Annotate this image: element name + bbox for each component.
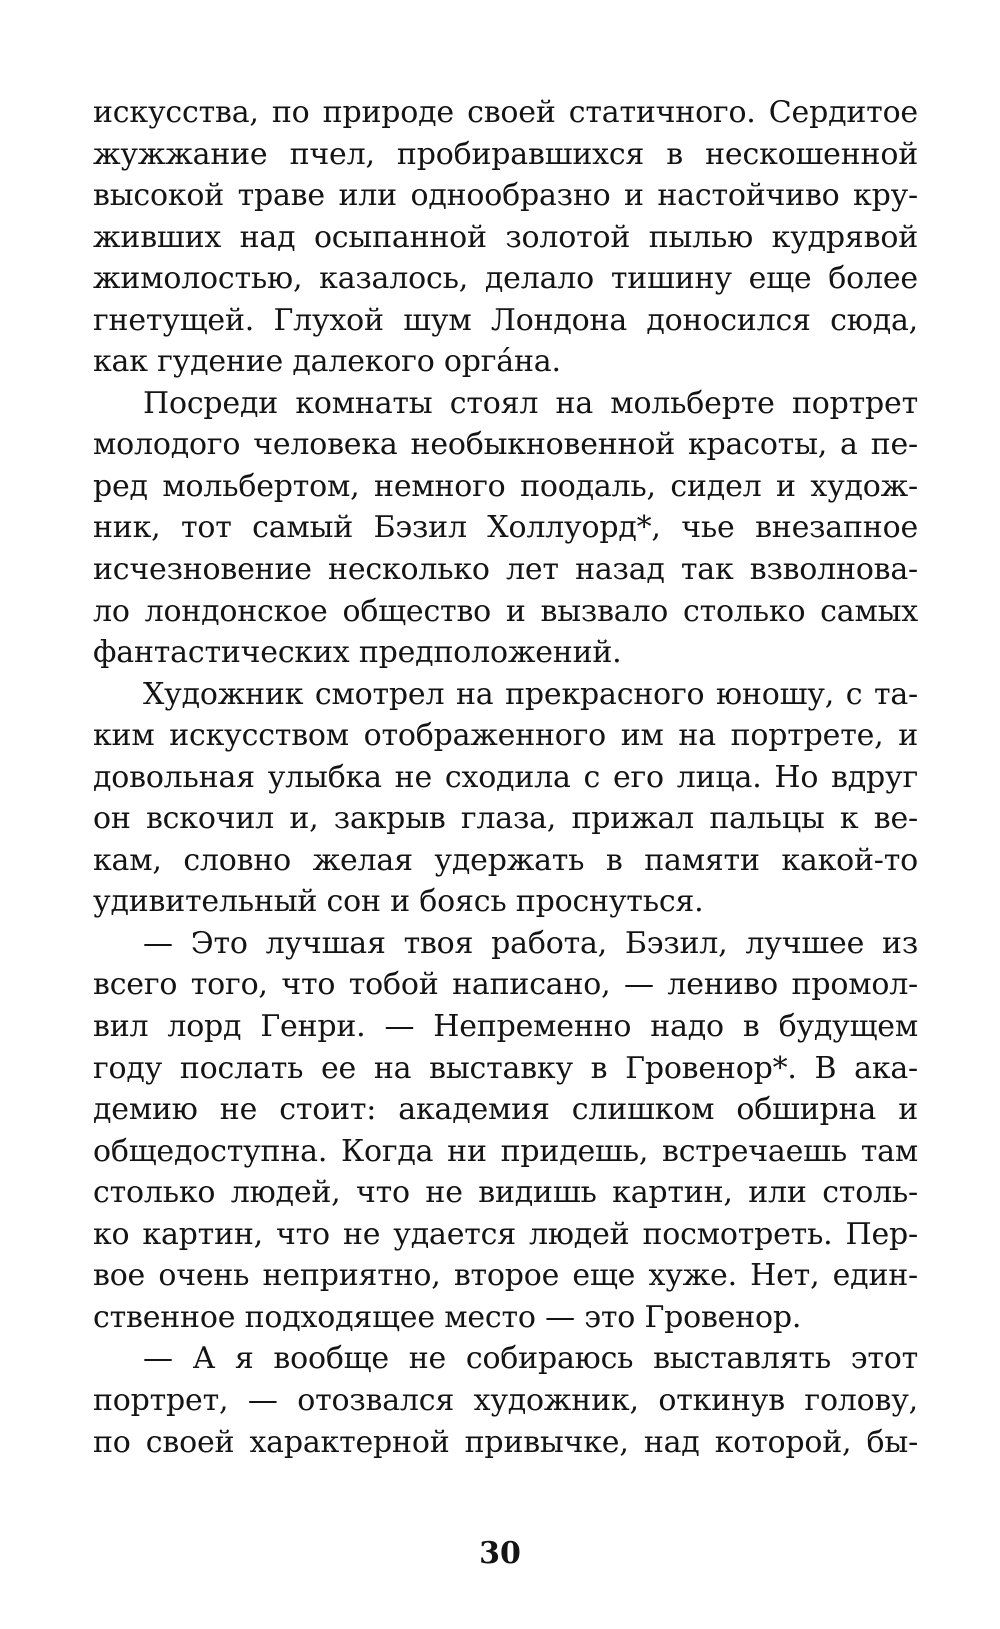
text-line: кам, словно желая удержать в памяти какой-то bbox=[93, 842, 918, 878]
text-line: вил лорд Генри. — Непременно надо в будущем bbox=[93, 1009, 918, 1045]
text-line: живших над осыпанной золотой пылью кудрявой bbox=[93, 219, 918, 255]
text-line: ник, тот самый Бэзил Холлуорд*, чье внезапное bbox=[93, 510, 918, 546]
text-line: искусства, по природе своей статичного. Сердитое bbox=[93, 95, 918, 130]
text-line: вое очень неприятно, второе еще хуже. Нет, един- bbox=[93, 1258, 918, 1294]
text-line: ким искусством отображенного им на портрете, и bbox=[93, 718, 918, 754]
text-line: портрет, — отозвался художник, откинув голову, bbox=[93, 1382, 918, 1418]
text-line: демию не стоит: академия слишком обширна и bbox=[93, 1092, 918, 1128]
text-line: фантастических предположений. bbox=[93, 635, 622, 671]
text-line: — Это лучшая твоя работа, Бэзил, лучшее из bbox=[143, 925, 918, 961]
text-line: году послать ее на выставку в Гровенор*. В ака- bbox=[93, 1050, 918, 1086]
text-line: исчезновение несколько лет назад так взволнова- bbox=[93, 552, 918, 588]
text-line: всего того, что тобой написано, — лениво промол- bbox=[93, 967, 918, 1003]
text-line: жужжание пчел, пробиравшихся в нескошенной bbox=[93, 136, 918, 172]
text-line: ко картин, что не удается людей посмотреть. Пер- bbox=[93, 1216, 918, 1252]
text-line: ред мольбертом, немного поодаль, сидел и худож- bbox=[93, 468, 918, 504]
text-line: высокой траве или однообразно и настойчиво кру- bbox=[93, 178, 918, 214]
text-line: молодого человека необыкновенной красоты, а пе- bbox=[93, 427, 918, 463]
text-line: Посреди комнаты стоял на мольберте портрет bbox=[143, 385, 918, 421]
text-line: Художник смотрел на прекрасного юношу, с та- bbox=[143, 676, 918, 712]
text-line: по своей характерной привычке, над которой, бы- bbox=[93, 1424, 918, 1460]
text-line: он вскочил и, закрыв глаза, прижал пальцы к ве- bbox=[93, 801, 918, 837]
text-line: жимолостью, казалось, делало тишину еще более bbox=[93, 261, 918, 297]
text-line: — А я вообще не собираюсь выставлять этот bbox=[143, 1341, 918, 1377]
text-line: гнетущей. Глухой шум Лондона доносился сюда, bbox=[93, 302, 918, 338]
text-line: ственное подходящее место — это Гровенор. bbox=[93, 1299, 802, 1335]
page-number: 30 bbox=[479, 1536, 521, 1571]
text-line: ло лондонское общество и вызвало столько самых bbox=[93, 593, 918, 629]
body-text bbox=[93, 92, 918, 1463]
text-line: столько людей, что не видишь картин, или столь- bbox=[93, 1175, 918, 1211]
text-line: удивительный сон и боясь проснуться. bbox=[93, 884, 704, 920]
text-line: довольная улыбка не сходила с его лица. Но вдруг bbox=[93, 759, 918, 795]
text-line: как гудение далекого орга́на. bbox=[93, 344, 561, 380]
text-line: общедоступна. Когда ни придешь, встречаешь там bbox=[93, 1133, 918, 1169]
